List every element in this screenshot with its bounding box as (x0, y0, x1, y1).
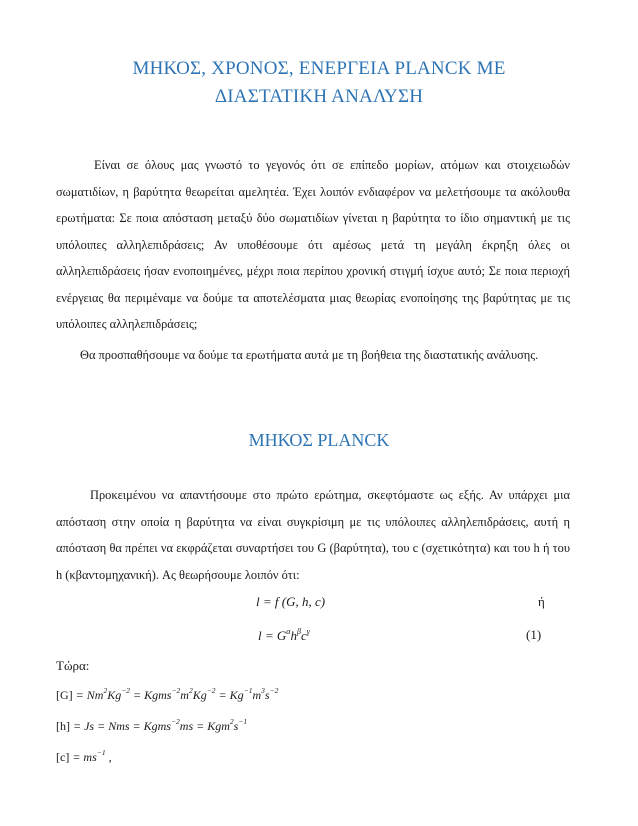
dim-c-term: = ms (69, 750, 97, 764)
eq2-exponent-alpha: α (286, 627, 291, 636)
dim-G-lhs: [G] (56, 688, 73, 702)
equation-number: (1) (526, 627, 542, 642)
dim-h-exp: −2 (170, 717, 180, 726)
eq2-h: h (290, 628, 297, 643)
dim-G-exp: −2 (269, 686, 279, 695)
document-title-line-1: ΜΗΚΟΣ, ΧΡΟΝΟΣ, ΕΝΕΡΓΕΙΑ PLANCK ΜΕ (132, 58, 506, 79)
dim-c-exp: −1 (96, 748, 106, 757)
or-label: ή (538, 594, 545, 609)
eq2-c: c (300, 628, 307, 643)
dim-G-exp: 2 (188, 686, 193, 695)
dimension-c (56, 748, 112, 765)
eq2-base: l = G (258, 628, 287, 643)
dim-G-exp: −1 (243, 686, 253, 695)
equation-power-form (258, 627, 310, 644)
section-heading-planck-length: ΜΗΚΟΣ PLANCK (248, 430, 390, 450)
dimension-h (56, 717, 247, 734)
dim-c-lhs: [c] (56, 750, 70, 764)
dim-G-term: m (180, 688, 189, 702)
dim-c-term: , (105, 750, 112, 764)
dim-G-term: = Kgms (130, 688, 172, 702)
dim-G-term: s (264, 688, 270, 702)
dim-G-exp: −2 (171, 686, 181, 695)
intro-paragraph: Είναι σε όλους μας γνωστό το γεγονός ότι σε επίπεδο μορίων, ατόμων και στοιχειωδών σωματιδίων, η βαρύτητα θεωρείται αμελητέα. Έχει λοιπόν ενδιαφέρον να μελετήσουμε τα ακόλουθα ερωτήματα: Σε ποια απόσταση μεταξύ δύο σωματιδίων γίνεται η βαρύτητα το ίδιο σημαντική με τις υπόλοιπες αλληλεπιδράσεις; Αν υποθέσουμε ότι αμέσως μετά τη μεγάλη έκρηξη όλες οι αλληλεπιδράσεις ήσαν ενοποιημένες, μέχρι ποια περίπου χρονική στιγμή ίσχυε αυτό; Σε ποια περιοχή ενέργειας θα περιμέναμε να δούμε τα αποτελέσματα μιας θεωρίας ενοποίησης της βαρύτητας με τις υπόλοιπες αλληλεπιδράσεις; (56, 158, 570, 331)
dim-h-lhs: [h] (56, 719, 70, 733)
dim-h-exp: −1 (238, 717, 248, 726)
method-paragraph: Θα προσπαθήσουμε να δούμε τα ερωτήματα αυτά με τη βοήθεια της διαστατικής ανάλυσης. (80, 348, 539, 362)
dim-G-term: Kg (192, 688, 207, 702)
dim-h-term: ms = Kgm (179, 719, 230, 733)
planck-length-paragraph: Προκειμένου να απαντήσουμε στο πρώτο ερώτημα, σκεφτόμαστε ως εξής. Αν υπάρχει μια απόσταση στην οποία η βαρύτητα να είναι συγκρίσιμη με τις υπόλοιπες αλληλεπιδράσεις, αυτή η απόσταση θα πρέπει να εκφράζεται συναρτήσει του G (βαρύτητα), του c (σχετικότητα) και του h ή του h (κβαντομηχανική). Ας θεωρήσουμε λοιπόν ότι: (56, 488, 570, 582)
dimension-G (56, 686, 278, 703)
dim-G-exp: 2 (103, 686, 108, 695)
dim-h-term: = Js = Nms = Kgms (70, 719, 171, 733)
dim-G-term: Kg (107, 688, 122, 702)
equation-function-form: l = f (G, h, c) (256, 594, 326, 609)
eq2-exponent-gamma: γ (306, 627, 310, 636)
document-title-line-2: ΔΙΑΣΤΑΤΙΚΗ ΑΝΑΛΥΣΗ (214, 86, 424, 107)
dim-G-exp: −2 (206, 686, 216, 695)
dim-G-exp: −2 (121, 686, 131, 695)
dim-G-term: = Nm (72, 688, 104, 702)
dim-G-term: m (252, 688, 262, 702)
eq2-exponent-beta: β (296, 627, 301, 636)
tora-label: Τώρα: (56, 658, 90, 673)
dim-G-term: = Kg (215, 688, 244, 702)
dim-h-term: s (233, 719, 239, 733)
dim-G-exp: 3 (261, 686, 265, 695)
dim-h-exp: 2 (229, 717, 234, 726)
